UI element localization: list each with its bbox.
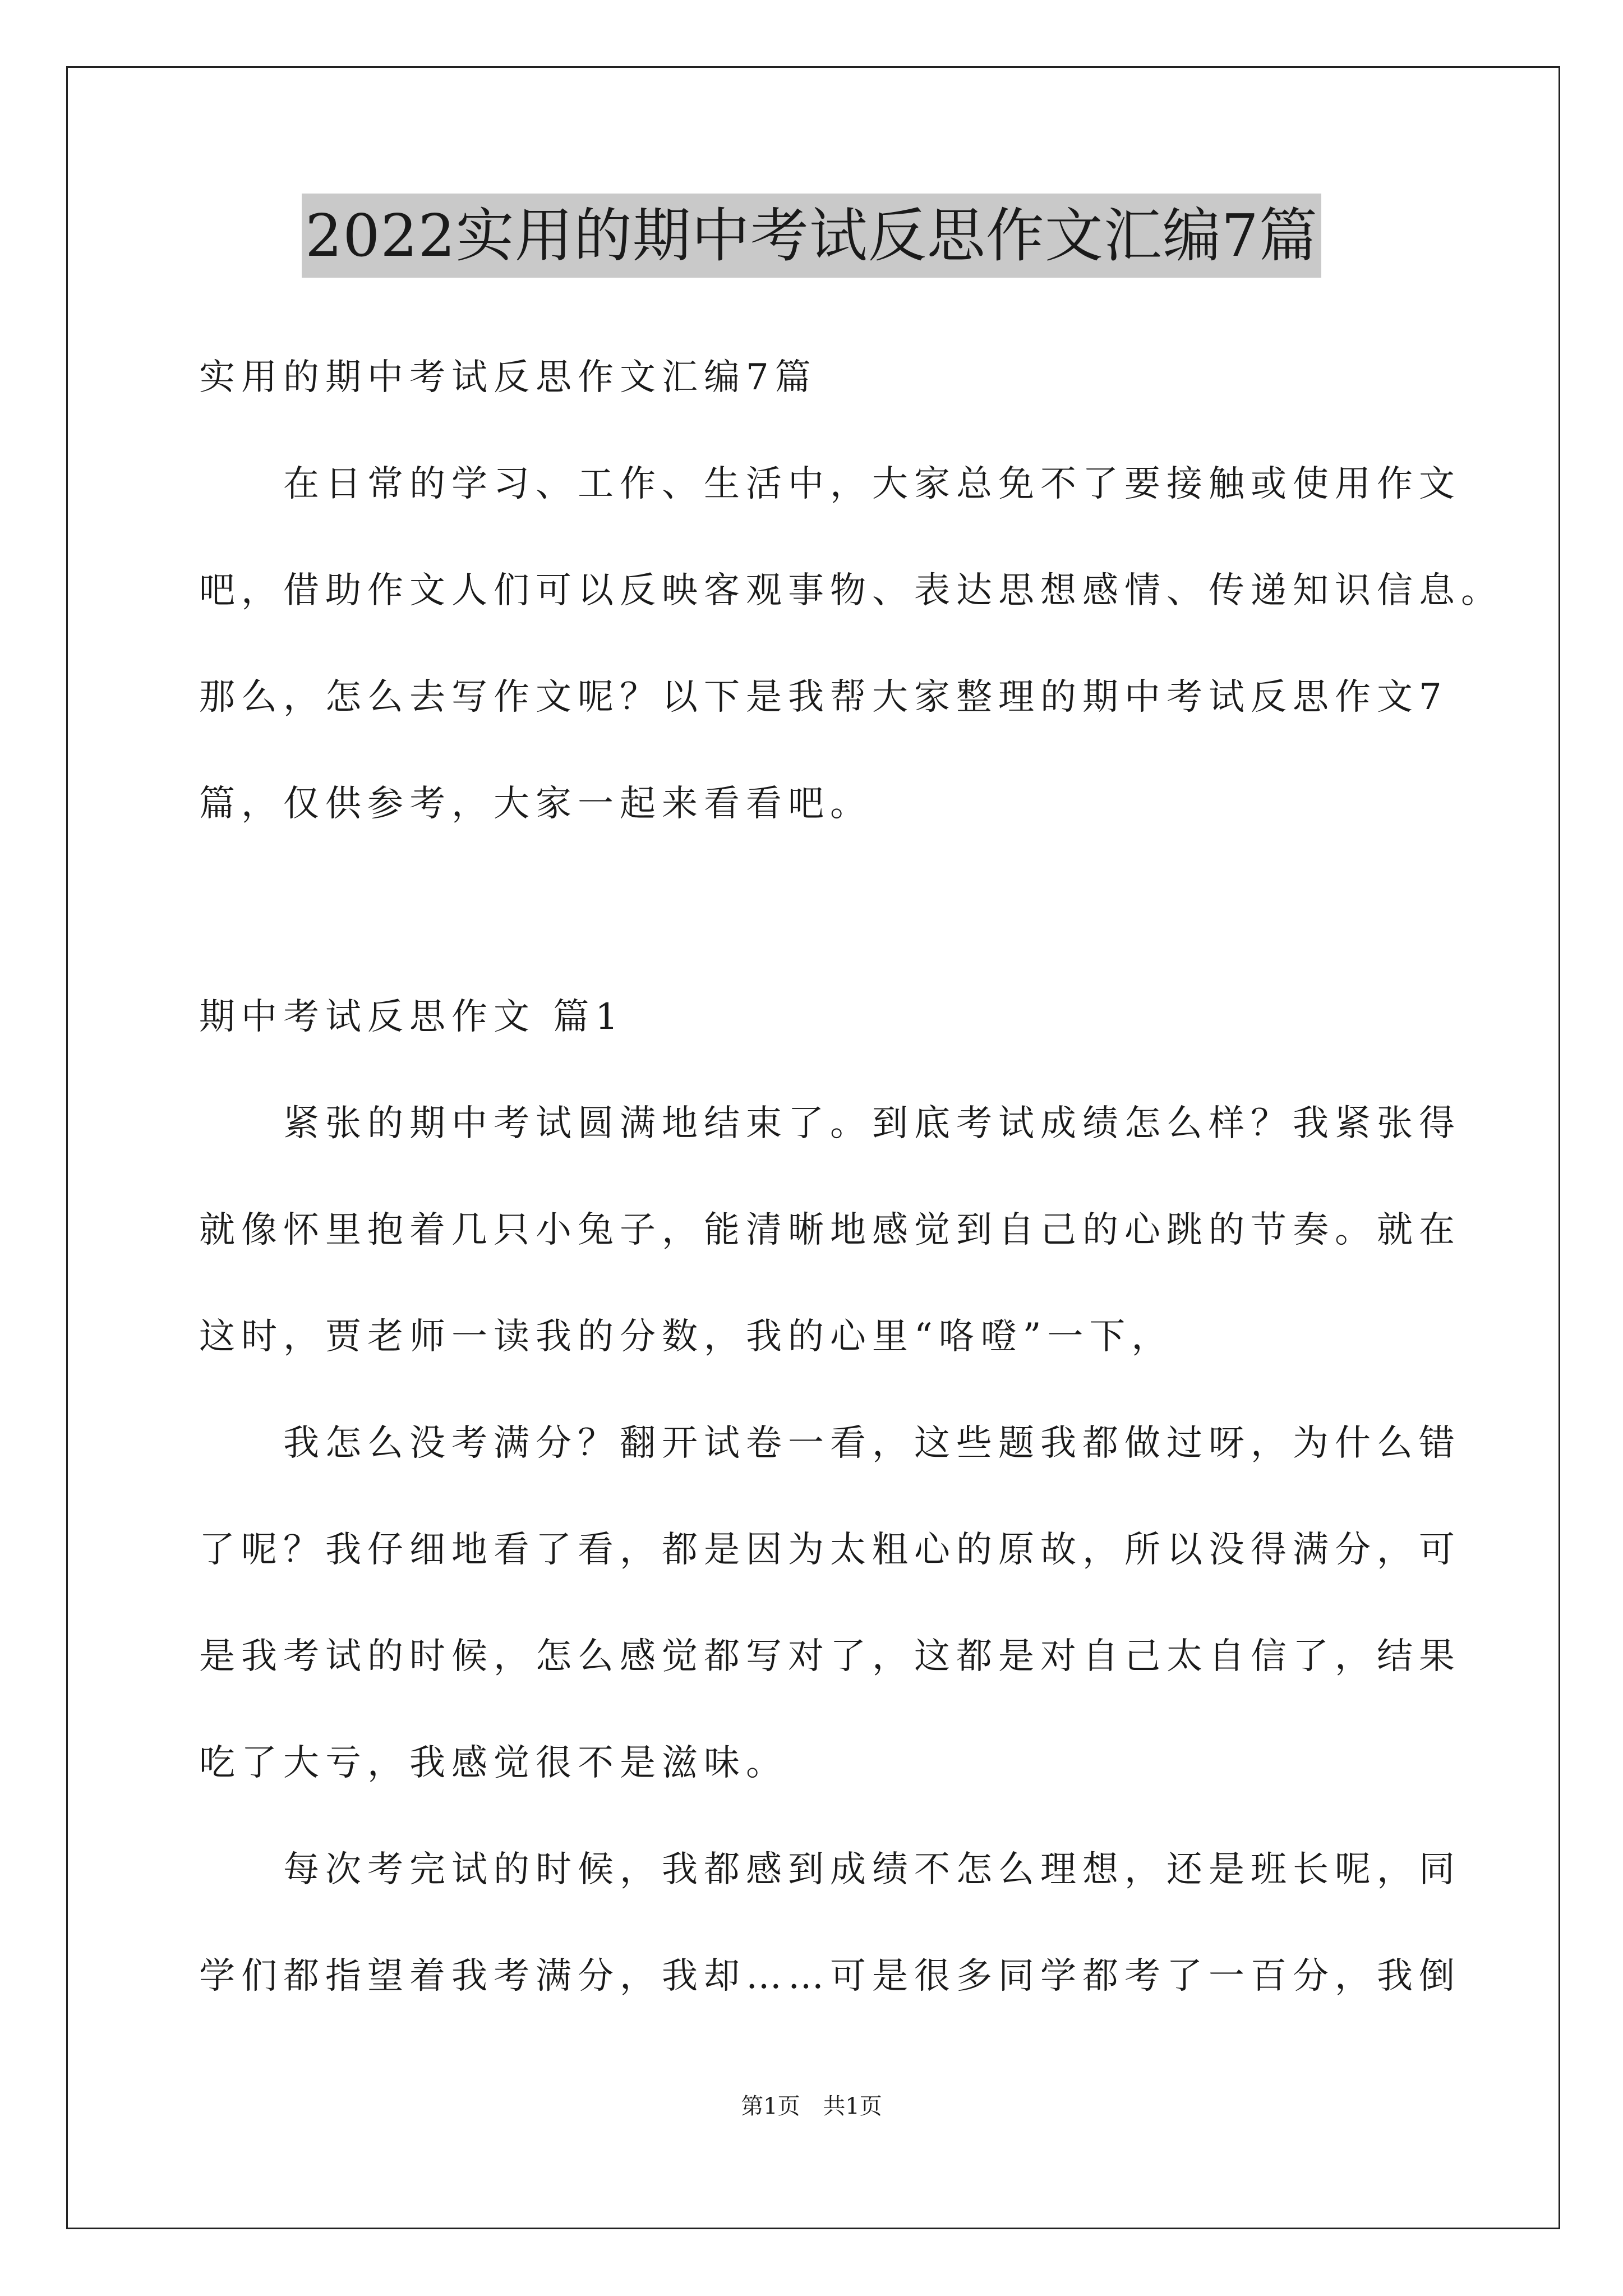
document-title: 2022实用的期中考试反思作文汇编7篇	[302, 194, 1321, 278]
body-line: 就像怀里抱着几只小兔子，能清晰地感觉到自己的心跳的节奏。就在	[199, 1209, 1461, 1251]
body-line: 这时，贾老师一读我的分数，我的心里“咯噔”一下，	[199, 1316, 1174, 1358]
body-line: 吃了大亏，我感觉很不是滋味。	[199, 1742, 788, 1784]
intro-line: 在日常的学习、工作、生活中，大家总免不了要接触或使用作文	[199, 463, 1461, 505]
body-line: 每次考完试的时候，我都感到成绩不怎么理想，还是班长呢，同	[199, 1849, 1461, 1890]
body-line: 了呢？我仔细地看了看，都是因为太粗心的原故，所以没得满分，可	[199, 1529, 1461, 1571]
body-line: 学们都指望着我考满分，我却……可是很多同学都考了一百分，我倒	[199, 1955, 1461, 1997]
document-subtitle: 实用的期中考试反思作文汇编7篇	[199, 357, 817, 398]
intro-line: 吧，借助作文人们可以反映客观事物、表达思想感情、传递知识信息。	[199, 570, 1503, 611]
page-number: 第1页	[741, 2093, 800, 2119]
body-line: 紧张的期中考试圆满地结束了。到底考试成绩怎么样？我紧张得	[199, 1103, 1461, 1144]
section-heading: 期中考试反思作文 篇1	[199, 996, 625, 1038]
body-line: 是我考试的时候，怎么感觉都写对了，这都是对自己太自信了，结果	[199, 1636, 1461, 1677]
intro-line: 那么，怎么去写作文呢？以下是我帮大家整理的期中考试反思作文7	[199, 677, 1448, 718]
title-container	[0, 194, 1623, 278]
body-line: 我怎么没考满分？翻开试卷一看，这些题我都做过呀，为什么错	[199, 1423, 1461, 1464]
page-footer	[0, 2090, 1623, 2123]
page-total: 共1页	[823, 2093, 882, 2119]
intro-line: 篇，仅供参考，大家一起来看看吧。	[199, 783, 872, 825]
